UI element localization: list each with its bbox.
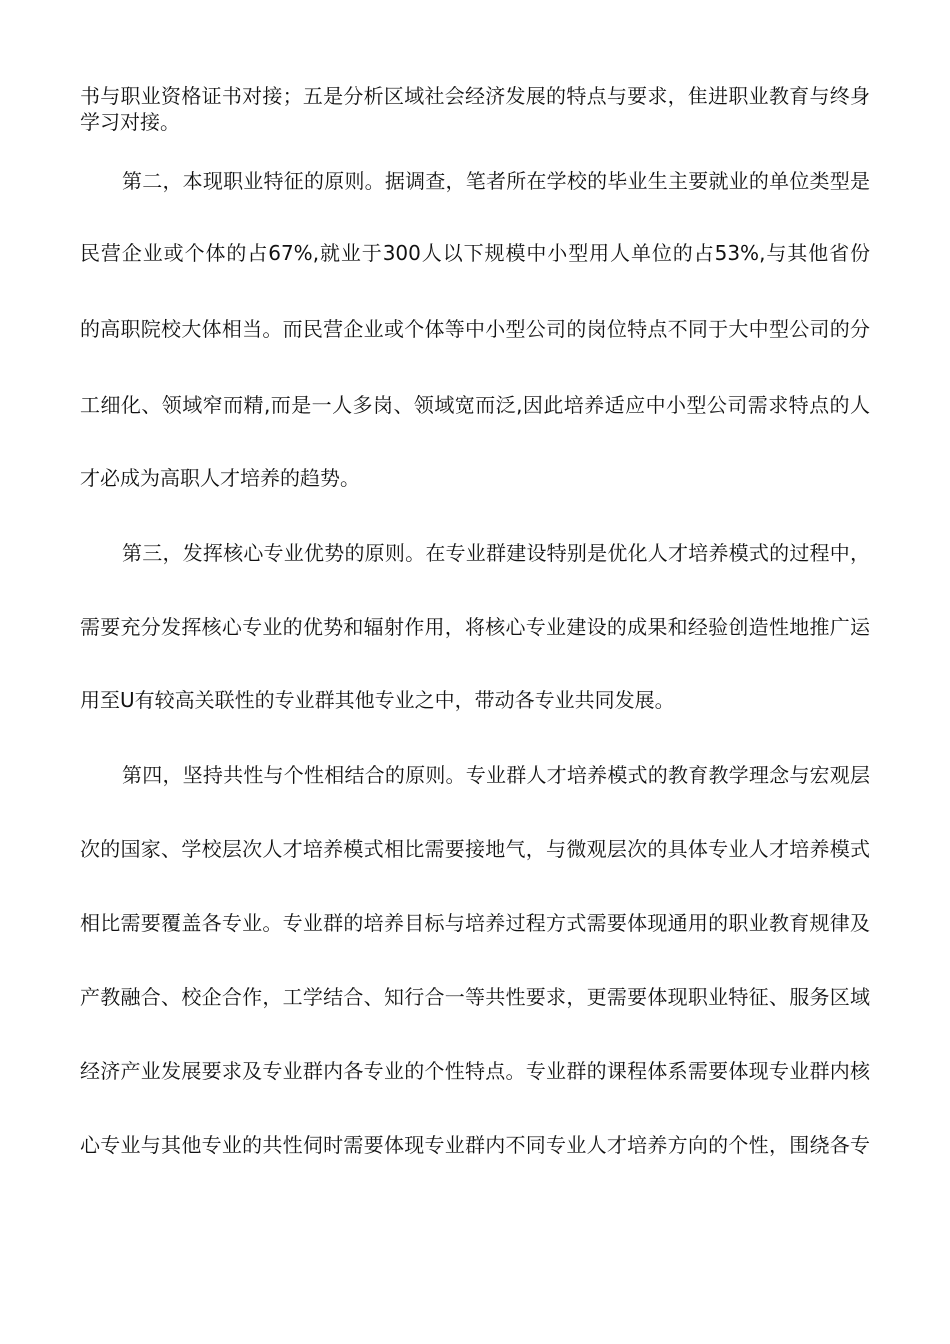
text-line: 次的国家、学校层次人才培养模式相比需要接地气，与微观层次的具体专业人才培养模式: [80, 837, 870, 861]
text-line: 用至U有较高关联性的专业群其他专业之中，带动各专业共同发展。: [80, 688, 675, 712]
text-line: 相比需要覆盖各专业。专业群的培养目标与培养过程方式需要体现通用的职业教育规律及: [80, 911, 870, 935]
text-line: 才必成为高职人才培养的趋势。: [80, 466, 360, 490]
paragraph-2-first-line: 第二，本现职业特征的原则。据调查，笔者所在学校的毕业生主要就业的单位类型是: [122, 169, 870, 193]
text-line: 学习对接。: [80, 110, 180, 134]
paragraph-3-first-line: 第三，发挥核心专业优势的原则。在专业群建设特别是优化人才培养模式的过程中，: [122, 541, 870, 565]
text-line: 需要充分发挥核心专业的优势和辐射作用，将核心专业建设的成果和经验创造性地推广运: [80, 615, 870, 639]
text-line: 经济产业发展要求及专业群内各专业的个性特点。专业群的课程体系需要体现专业群内核: [80, 1059, 870, 1083]
text-line: 工细化、领域窄而精,而是一人多岗、领域宽而泛,因此培养适应中小型公司需求特点的人: [80, 393, 870, 417]
text-line: 产教融合、校企合作，工学结合、知行合一等共性要求，更需要体现职业特征、服务区域: [80, 985, 870, 1009]
text-line: 民营企业或个体的占67%,就业于300人以下规模中小型用人单位的占53%,与其他省份: [80, 241, 870, 265]
text-line: 书与职业资格证书对接；五是分析区域社会经济发展的特点与要求，隹进职业教育与终身: [80, 84, 870, 108]
text-line: 的高职院校大体相当。而民营企业或个体等中小型公司的岗位特点不同于大中型公司的分: [80, 317, 870, 341]
text-line: 心专业与其他专业的共性伺时需要体现专业群内不同专业人才培养方向的个性，围绕各专: [80, 1133, 870, 1157]
paragraph-4-first-line: 第四，坚持共性与个性相结合的原则。专业群人才培养模式的教育教学理念与宏观层: [122, 763, 870, 787]
